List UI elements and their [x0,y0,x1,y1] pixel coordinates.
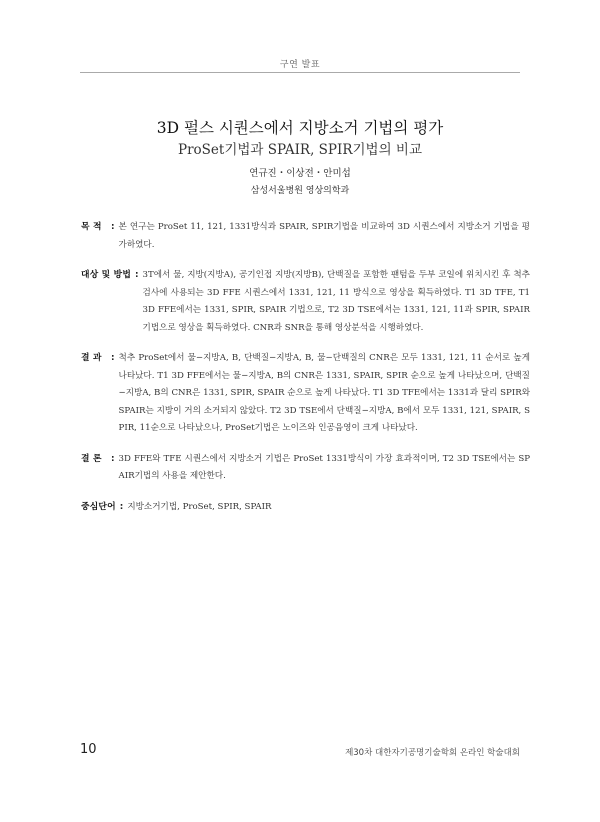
author-list: 연규진・이상전・안미섭 [249,168,351,179]
page-number: 10 [80,742,97,757]
section-label: 결 론 [81,453,102,464]
running-header: 구연 발표 [279,60,321,70]
abstract [81,219,530,529]
section-results: 결 과 : 척추 ProSet에서 물−지방A, B, 단백질−지방A, B, 물−단백질의 CNR은 모두 1331, 121, 11 순서로 높게 나타났다. T1 3D FFE에서는 물−지방A, B의 CNR은 1331, SPAIR, SPIR 순으로 높게 나타났으며, 단백질−지방A, B의 CNR은 1331, SPIR, SPAIR 순으로 높게 나타났다. T1 3D TFE에서는 1331과 달리 SPIR와 SPAIR는 지방이 거의 소거되지 않았다. T2 3D TSE에서 단백질−지방A, B에서 모두 1331, 121, SPAIR, SPIR, 11순으로 나타났으나, ProSet기법은 노이즈와 인공음영이 크게 나타났다. [81,350,530,438]
section-label: 결 과 [81,353,102,363]
section-label: 중심단어 [81,501,116,512]
paper-title: 3D 펄스 시퀀스에서 지방소거 기법의 평가 [156,119,444,137]
section-text: 3T에서 물, 지방(지방A), 공기인접 지방(지방B), 단백질을 포함한 팬텀을 두부 코일에 위치시킨 후 척추 검사에 사용되는 3D FFE 시퀀스에서 1331, 121, 11 방식으로 영상을 획득하였다. T1 3D TFE, T1 3D FFE에서는 1331, SPIR, SPAIR 기법으로, T2 3D TSE에서는 1331, 121, 11과 SPIR, SPAIR 기법으로 영상을 획득하였다. CNR과 SNR을 통해 영상분석을 시행하였다. [142,270,530,333]
section-keywords: 중심단어 : 지방소거기법, ProSet, SPIR, SPAIR [81,499,530,517]
paper-subtitle: ProSet기법과 SPAIR, SPIR기법의 비교 [178,142,422,158]
affiliation: 삼성서울병원 영상의학과 [250,186,350,196]
section-text: 척추 ProSet에서 물−지방A, B, 단백질−지방A, B, 물−단백질의 CNR은 모두 1331, 121, 11 순서로 높게 나타났다. T1 3D FFE에서는 물−지방A, B의 CNR은 1331, SPAIR, SPIR 순으로 높게 나타났으며, 단백질−지방A, B의 CNR은 1331, SPIR, SPAIR 순으로 높게 나타났다. T1 3D TFE에서는 1331과 달리 SPIR와 SPAIR는 지방이 거의 소거되지 않았다. T2 3D TSE에서 단백질−지방A, B에서 모두 1331, 121, SPAIR, SPIR, 11순으로 나타났으나, ProSet기법은 노이즈와 인공음영이 크게 나타났다. [118,353,530,433]
conference-name: 제30차 대한자기공명기술학회 온라인 학술대회 [345,748,520,758]
section-text: 3D FFE와 TFE 시퀀스에서 지방소거 기법은 ProSet 1331방식이 가장 효과적이며, T2 3D TSE에서는 SPAIR기법의 사용을 제안한다. [118,453,530,481]
section-conclusion: 결 론 : 3D FFE와 TFE 시퀀스에서 지방소거 기법은 ProSet 1331방식이 가장 효과적이며, T2 3D TSE에서는 SPAIR기법의 사용을 제안한다. [81,451,530,486]
section-methods: 대상 및 방법 : 3T에서 물, 지방(지방A), 공기인접 지방(지방B), 단백질을 포함한 팬텀을 두부 코일에 위치시킨 후 척추 검사에 사용되는 3D FFE 시퀀스에서 1331, 121, 11 방식으로 영상을 획득하였다. T1 3D TFE, T1 3D FFE에서는 1331, SPIR, SPAIR 기법으로, T2 3D TSE에서는 1331, 121, 11과 SPIR, SPAIR 기법으로 영상을 획득하였다. CNR과 SNR을 통해 영상분석을 시행하였다. [81,267,530,337]
section-label: 목 적 [81,222,102,232]
header-divider [80,72,520,73]
section-text: 지방소거기법, ProSet, SPIR, SPAIR [127,501,272,512]
section-purpose: 목 적 : 본 연구는 ProSet 11, 121, 1331방식과 SPAIR, SPIR기법을 비교하여 3D 시퀀스에서 지방소거 기법을 평가하였다. [81,219,530,254]
title-block [0,118,600,159]
section-label: 대상 및 방법 [81,270,132,280]
section-text: 본 연구는 ProSet 11, 121, 1331방식과 SPAIR, SPIR기법을 비교하여 3D 시퀀스에서 지방소거 기법을 평가하였다. [118,222,530,250]
